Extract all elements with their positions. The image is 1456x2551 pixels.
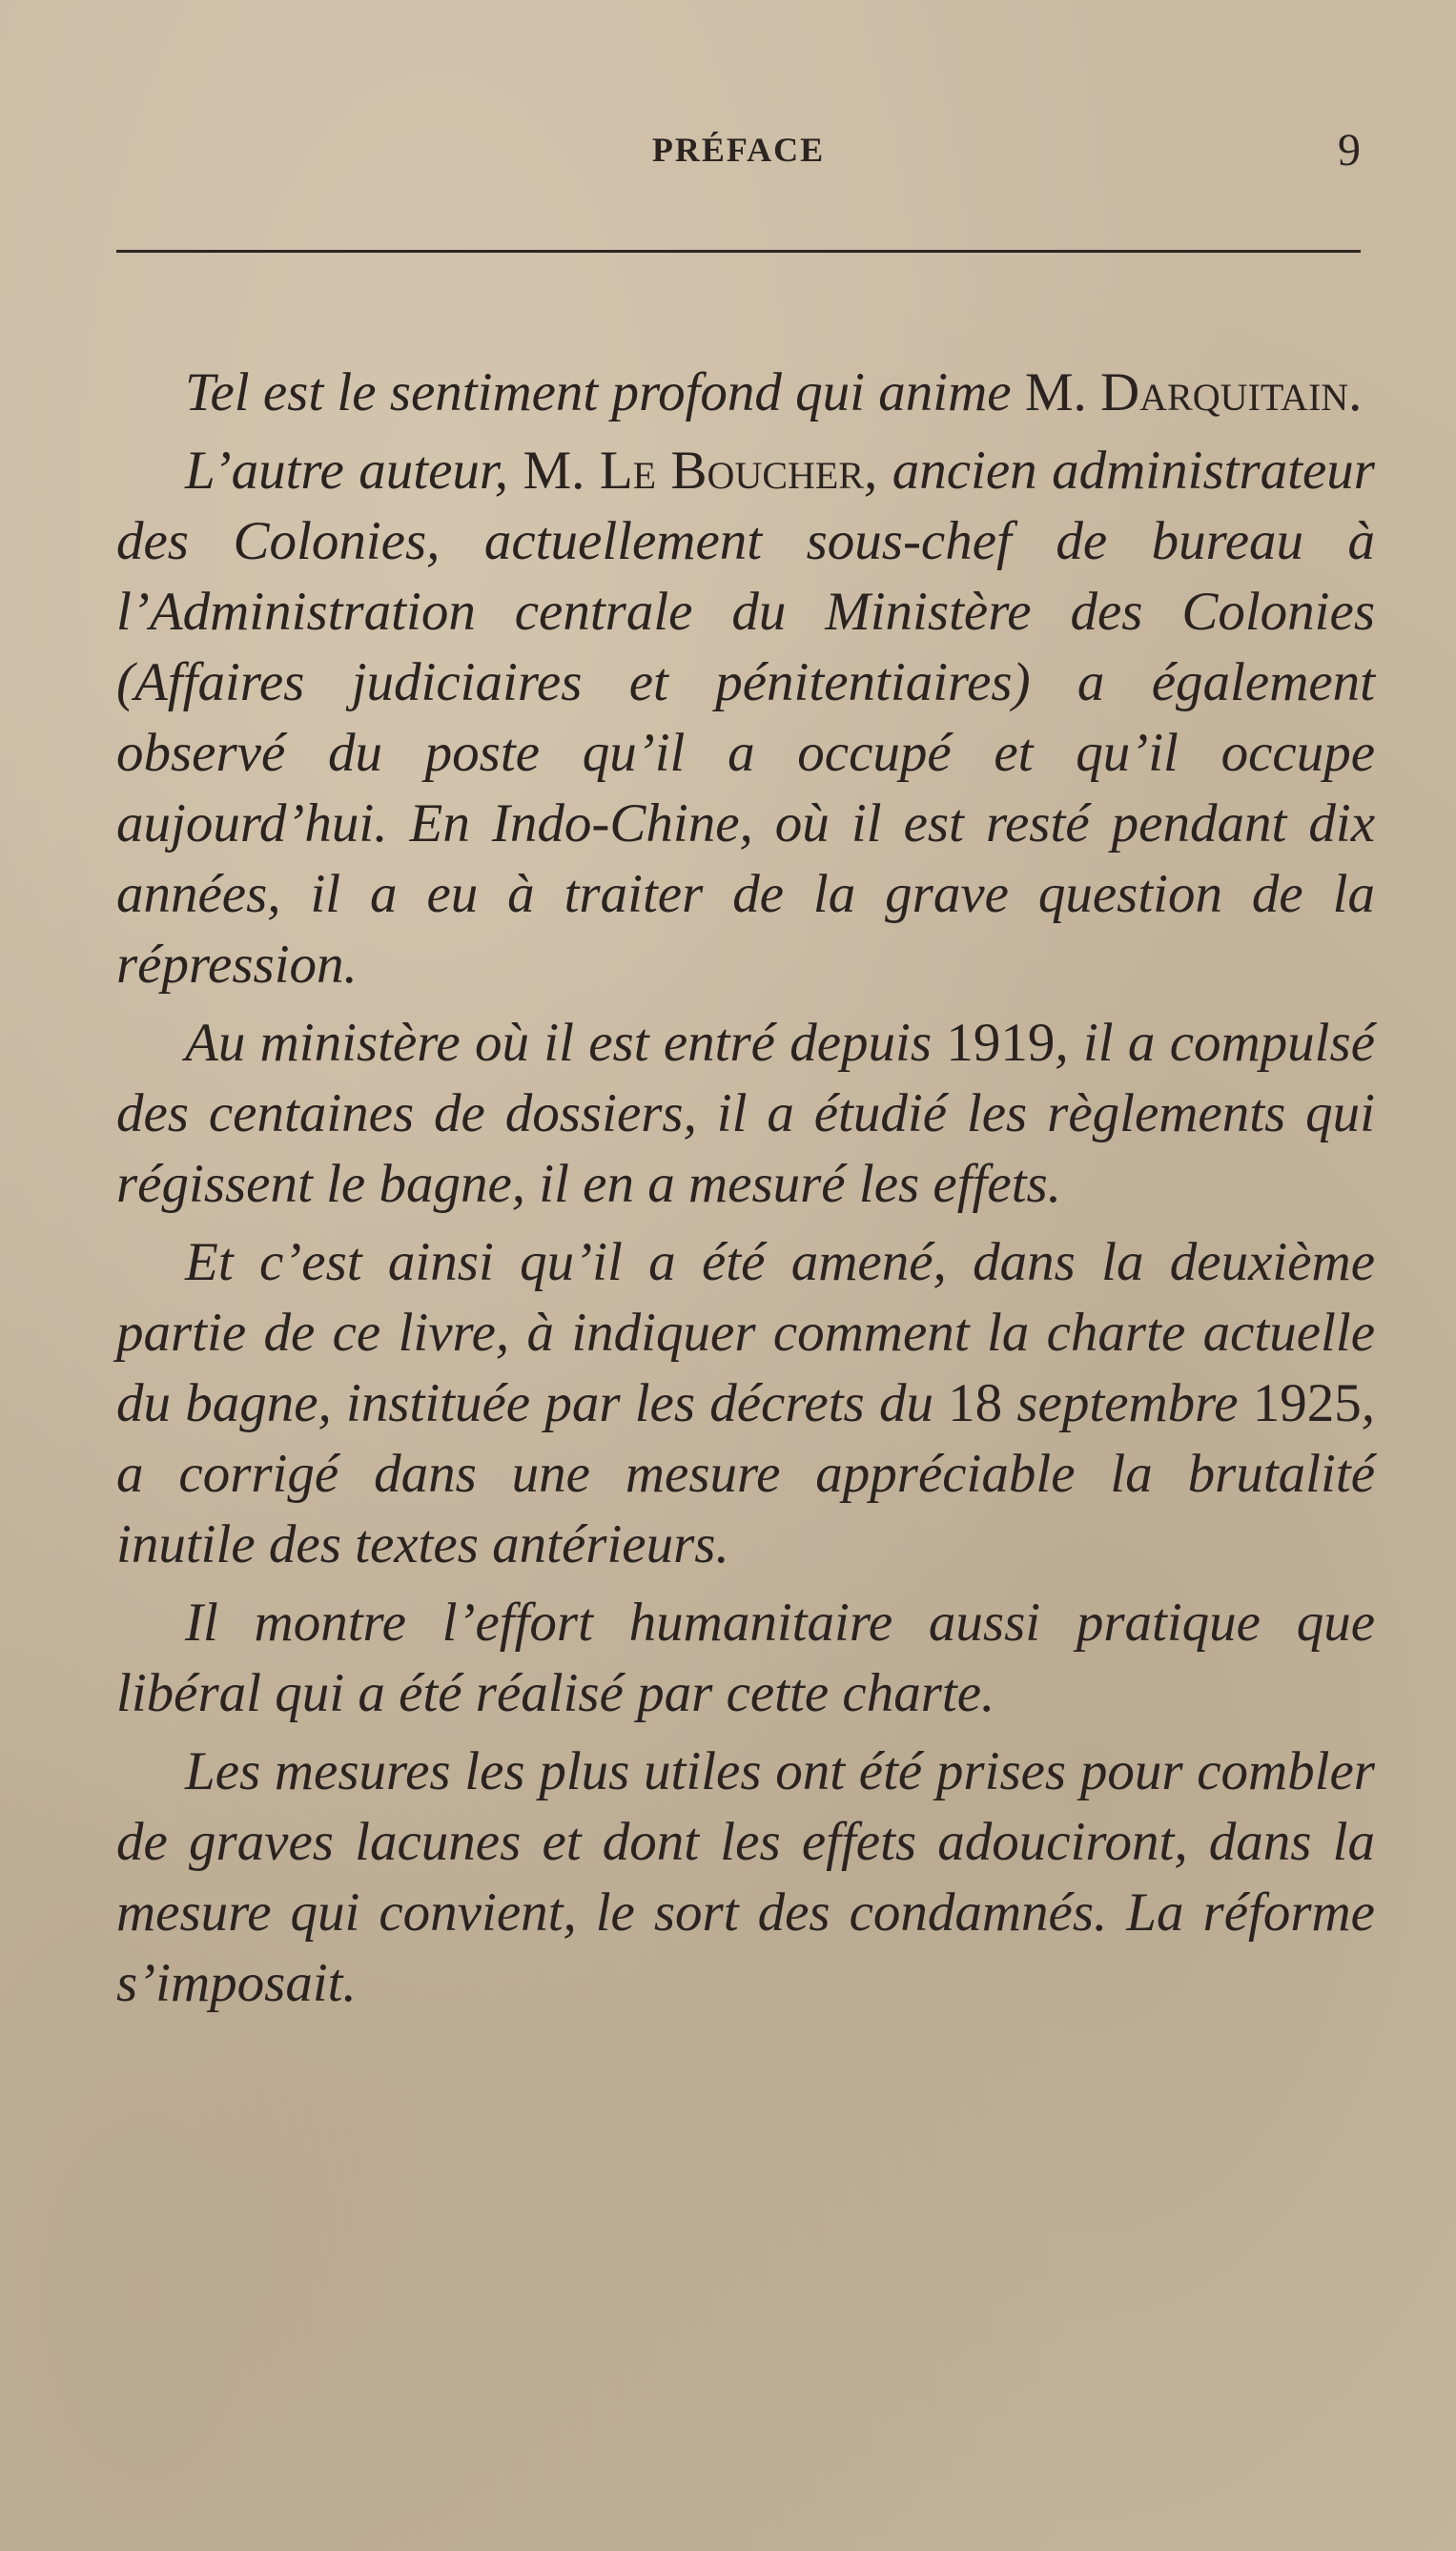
year: 1925 [1252,1373,1362,1433]
paragraph [116,436,1375,1000]
text-segment: Tel est le sentiment profond qui anime [185,362,1025,422]
text-segment: septembre [1002,1373,1253,1433]
author-name: Darquitain [1100,362,1349,422]
text-segment: L’autre auteur, [185,441,523,501]
body-text [116,358,1375,2026]
paragraph [116,1588,1375,1729]
text-segment: Les mesures les plus utiles ont été prises pour combler de graves lacunes et dont les effets adouciront, dans la mesure qui convient, le sort des condamnés. La réforme s’imposait. [116,1741,1375,2013]
header-rule [116,250,1361,253]
text-segment: , il a compulsé des centaines de dossiers, il a étudié les règlements qui régissent le bagne, il en a mesuré les effets. [116,1013,1375,1214]
text-segment: . [1348,362,1363,422]
paragraph [116,1737,1375,2019]
paragraph [116,358,1375,428]
year: 1919 [946,1013,1056,1073]
running-title: PRÉFACE [651,131,826,169]
page-number: 9 [1338,125,1361,175]
running-head [116,124,1361,181]
paragraph [116,1227,1375,1580]
text-segment: , ancien administrateur des Colonies, actuellement sous-chef de bureau à l’Administration centrale du Ministère des Colonies (Affaires judiciaires et pénitentiaires) a également observé du poste qu’il a occupé et qu’il occupe aujourd’hui. En Indo-Chine, où il est resté pendant dix années, il a eu à traiter de la grave question de la répression. [116,441,1375,995]
text-segment: Et c’est ainsi qu’il a été amené, dans la deuxième partie de ce livre, à indiquer comment la charte actuelle du bagne, instituée par les décrets du [116,1232,1375,1433]
text-segment: M. [1024,362,1100,422]
paragraph [116,1008,1375,1220]
text-segment: M. [523,441,600,501]
text-segment: Il montre l’effort humanitaire aussi pratique que libéral qui a été réalisé par cette charte. [116,1593,1375,1723]
author-name: Le Boucher [599,441,865,501]
day-number: 18 [948,1373,1003,1433]
text-segment: Au ministère où il est entré depuis [185,1013,947,1073]
text-segment: , a corrigé dans une mesure appréciable la brutalité inutile des textes antérieurs. [116,1373,1375,1574]
